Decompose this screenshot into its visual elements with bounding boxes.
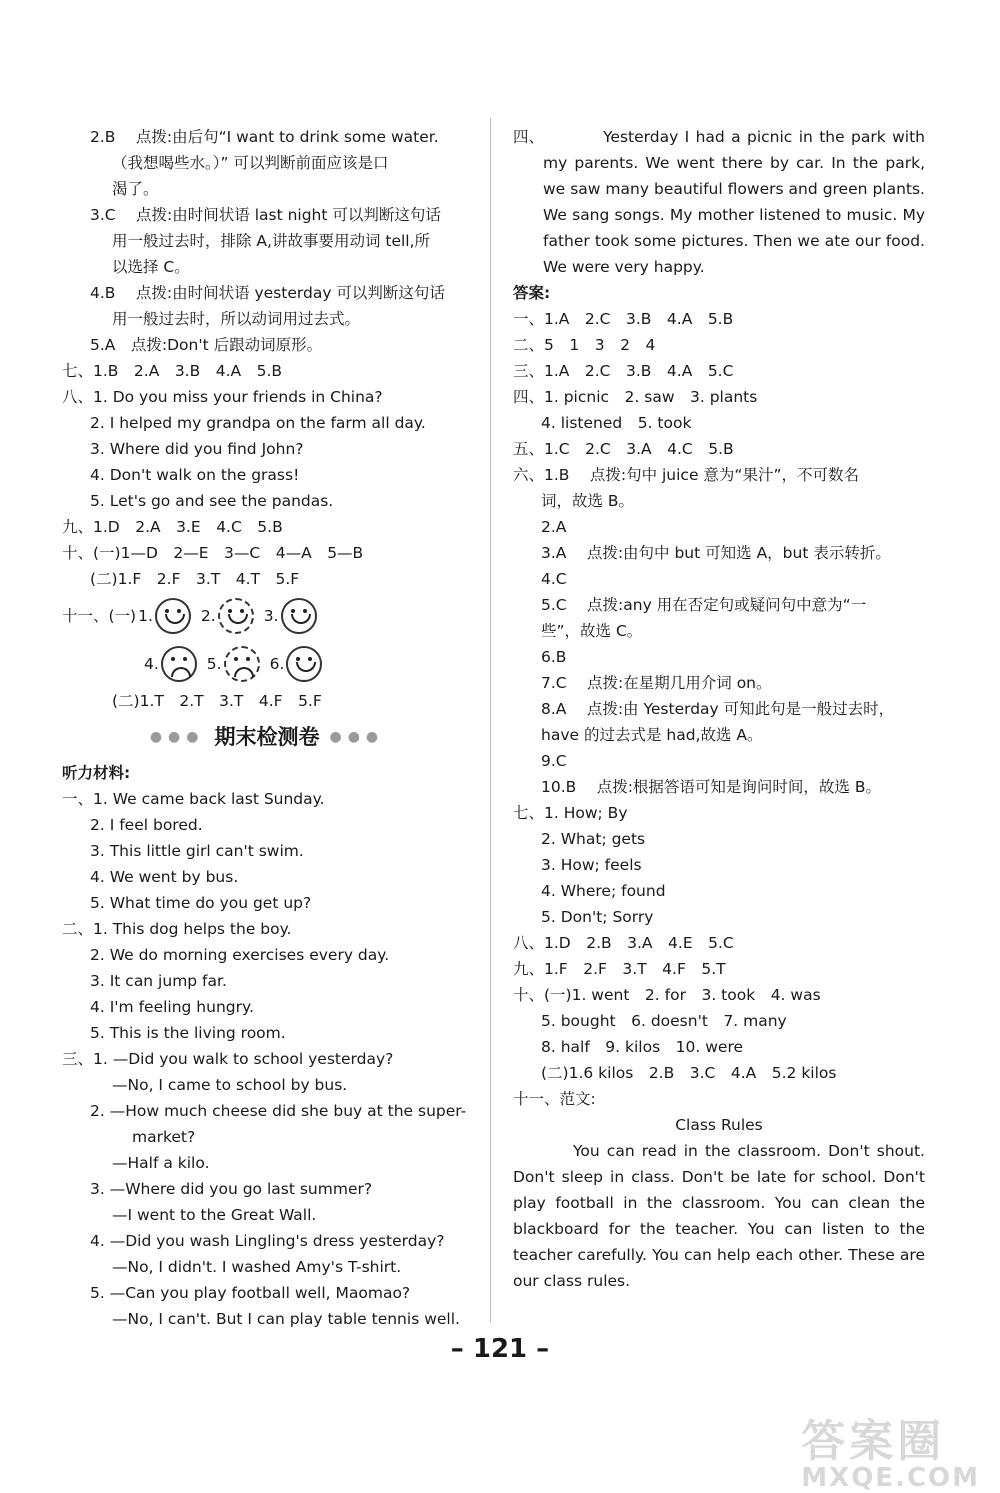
answer-line: 3.A 点拨:由句中 but 可知选 A，but 表示转折。	[541, 544, 891, 562]
answer-line: 8.A 点拨:由 Yesterday 可知此句是一般过去时，	[541, 700, 895, 718]
answer-line: (二)1.F 2.F 3.T 4.T 5.F	[90, 570, 300, 588]
answer-line: 2.B 点拨:由后句“I want to drink some water.	[90, 128, 439, 146]
happy-face-icon	[155, 598, 191, 634]
listening-line: 3. It can jump far.	[90, 972, 227, 990]
happy-face-icon	[281, 598, 317, 634]
answer-line: 5. Let's go and see the pandas.	[90, 492, 334, 510]
listening-line: 三、1. —Did you walk to school yesterday?	[62, 1050, 394, 1068]
watermark	[801, 1405, 980, 1493]
sad-face-icon	[161, 646, 197, 682]
answer-line: 4.C	[541, 570, 567, 588]
answer-line: 8. half 9. kilos 10. were	[541, 1038, 744, 1056]
watermark-logo: 答案圈	[801, 1416, 946, 1467]
watermark-url: MXQE.COM	[801, 1463, 980, 1493]
listening-line: 2. I feel bored.	[90, 816, 203, 834]
listening-line: 3. This little girl can't swim.	[90, 842, 304, 860]
face-item-5	[207, 646, 260, 682]
face-number: 4.	[144, 655, 159, 673]
answer-line: 4. Where; found	[541, 882, 666, 900]
happy-face-icon	[218, 598, 254, 634]
answer-line: 5.C 点拨:any 用在否定句或疑问句中意为“一	[541, 596, 867, 614]
answer-line: 十、(一)1. went 2. for 3. took 4. was	[513, 986, 821, 1004]
listening-line: —No, I can't. But I can play table tennis well.	[112, 1310, 460, 1328]
answer-line: 2. What; gets	[541, 830, 646, 848]
listening-line: 3. —Where did you go last summer?	[90, 1180, 373, 1198]
decorative-dots-right: ●●●	[329, 729, 385, 745]
listening-line: 5. —Can you play football well, Maomao?	[90, 1284, 411, 1302]
answer-line: 9.C	[541, 752, 567, 770]
answers-heading: 答案:	[513, 284, 551, 302]
listening-line: —I went to the Great Wall.	[112, 1206, 317, 1224]
listening-line: 5. This is the living room.	[90, 1024, 286, 1042]
face-item-2	[201, 598, 254, 634]
answer-line: 一、1.A 2.C 3.B 4.A 5.B	[513, 310, 734, 328]
answer-line: 些”，故选 C。	[541, 622, 643, 640]
answer-line: 4. Don't walk on the grass!	[90, 466, 300, 484]
listening-line: —No, I came to school by bus.	[112, 1076, 348, 1094]
q11-part2: (二)1.T 2.T 3.T 4.F 5.F	[112, 692, 322, 710]
listening-line: market?	[132, 1128, 196, 1146]
listening-line: 4. I'm feeling hungry.	[90, 998, 254, 1016]
q4-passage: Yesterday I had a picnic in the park with my parents. We went there by car. In the park, we saw many beautiful flowers and green plants. We sang songs. My mother listened to music. My father took some pictures. Then we ate our food. We were very happy.	[543, 128, 925, 276]
q11-label: 十一、(一)	[62, 607, 137, 625]
q4-passage-block	[513, 124, 925, 280]
answer-line: 3. Where did you find John?	[90, 440, 304, 458]
answer-line: 2.A	[541, 518, 567, 536]
answer-line: 七、1. How; By	[513, 804, 628, 822]
answer-line: 6.B	[541, 648, 567, 666]
face-number: 5.	[206, 655, 222, 673]
answer-line: 九、1.F 2.F 3.T 4.F 5.T	[513, 960, 726, 978]
listening-line: —No, I didn't. I washed Amy's T-shirt.	[112, 1258, 402, 1276]
section-title: 期末检测卷	[214, 725, 320, 749]
answer-line: 四、1. picnic 2. saw 3. plants	[513, 388, 758, 406]
answer-line: 八、1. Do you miss your friends in China?	[62, 388, 383, 406]
listening-heading: 听力材料:	[62, 764, 131, 782]
answer-line: 十一、范文:	[513, 1090, 596, 1108]
answer-line: 5. bought 6. doesn't 7. many	[541, 1012, 787, 1030]
answer-line: 词，故选 B。	[541, 492, 635, 510]
q4-label: 四、	[513, 128, 545, 146]
face-number: 3.	[263, 607, 279, 625]
answer-line: 4.B 点拨:由时间状语 yesterday 可以判断这句话	[90, 284, 445, 302]
face-item-6	[270, 646, 323, 682]
answer-line: 九、1.D 2.A 3.E 4.C 5.B	[62, 518, 283, 536]
listening-line: —Half a kilo.	[112, 1154, 210, 1172]
face-number: 6.	[269, 655, 285, 673]
answer-line: 七、1.B 2.A 3.B 4.A 5.B	[62, 362, 283, 380]
answer-line: have 的过去式是 had,故选 A。	[541, 726, 763, 744]
answer-line: 五、1.C 2.C 3.A 4.C 5.B	[513, 440, 734, 458]
answer-line: 六、1.B 点拨:句中 juice 意为“果汁”，不可数名	[513, 466, 859, 484]
answer-line: 用一般过去时，排除 A,讲故事要用动词 tell,所	[112, 232, 431, 250]
answer-line: 用一般过去时，所以动词用过去式。	[112, 310, 361, 328]
answer-line: 5. Don't; Sorry	[541, 908, 654, 926]
answer-line: 4. listened 5. took	[541, 414, 692, 432]
answer-line: 7.C 点拨:在星期几用介词 on。	[541, 674, 772, 692]
listening-line: 一、1. We came back last Sunday.	[62, 790, 325, 808]
answer-line: (二)1.6 kilos 2.B 3.C 4.A 5.2 kilos	[541, 1064, 837, 1082]
listening-line: 4. —Did you wash Lingling's dress yesterday?	[90, 1232, 445, 1250]
listening-line: 5. What time do you get up?	[90, 894, 312, 912]
q11-faces-row-2	[62, 640, 472, 688]
listening-line: 4. We went by bus.	[90, 868, 239, 886]
answer-line: 十、(一)1—D 2—E 3—C 4—A 5—B	[62, 544, 364, 562]
face-item-1	[138, 598, 191, 634]
answer-line: 渴了。	[112, 180, 159, 198]
right-answer-list	[513, 306, 925, 1112]
column-divider	[490, 118, 491, 1323]
model-essay: You can read in the classroom. Don't shout. Don't sleep in class. Don't be late for school. Don't play football in the classroom. You can clean the blackboard for the teacher. You can listen to the teacher carefully. You can help each other. These are our class rules.	[513, 1142, 925, 1290]
q11-faces-row-1	[62, 592, 472, 640]
happy-face-icon	[286, 646, 322, 682]
listening-line: 2. —How much cheese did she buy at the super-	[90, 1102, 467, 1120]
answer-line: 10.B 点拨:根据答语可知是询问时间，故选 B。	[541, 778, 881, 796]
answer-line: 3. How; feels	[541, 856, 642, 874]
essay-title: Class Rules	[675, 1116, 763, 1134]
face-item-4	[144, 646, 197, 682]
decorative-dots-left: ●●●	[149, 729, 205, 745]
face-number: 1.	[138, 607, 153, 625]
page-number: – 121 –	[450, 1334, 550, 1364]
answer-line: （我想喝些水。）” 可以判断前面应该是口	[112, 154, 389, 172]
sad-face-icon	[224, 646, 260, 682]
listening-list	[62, 786, 472, 1332]
answer-line: 3.C 点拨:由时间状语 last night 可以判断这句话	[90, 206, 441, 224]
answer-line: 2. I helped my grandpa on the farm all day.	[90, 414, 426, 432]
answer-line: 二、5 1 3 2 4	[513, 336, 656, 354]
face-item-3	[264, 598, 317, 634]
answer-line: 三、1.A 2.C 3.B 4.A 5.C	[513, 362, 734, 380]
answer-line: 以选择 C。	[112, 258, 190, 276]
left-answer-list	[62, 124, 472, 592]
listening-line: 二、1. This dog helps the boy.	[62, 920, 292, 938]
face-number: 2.	[200, 607, 216, 625]
section-heading	[62, 716, 472, 758]
right-column	[513, 124, 925, 1294]
listening-line: 2. We do morning exercises every day.	[90, 946, 390, 964]
left-column	[62, 124, 472, 1332]
answer-line: 八、1.D 2.B 3.A 4.E 5.C	[513, 934, 734, 952]
answer-line: 5.A 点拨:Don't 后跟动词原形。	[90, 336, 323, 354]
